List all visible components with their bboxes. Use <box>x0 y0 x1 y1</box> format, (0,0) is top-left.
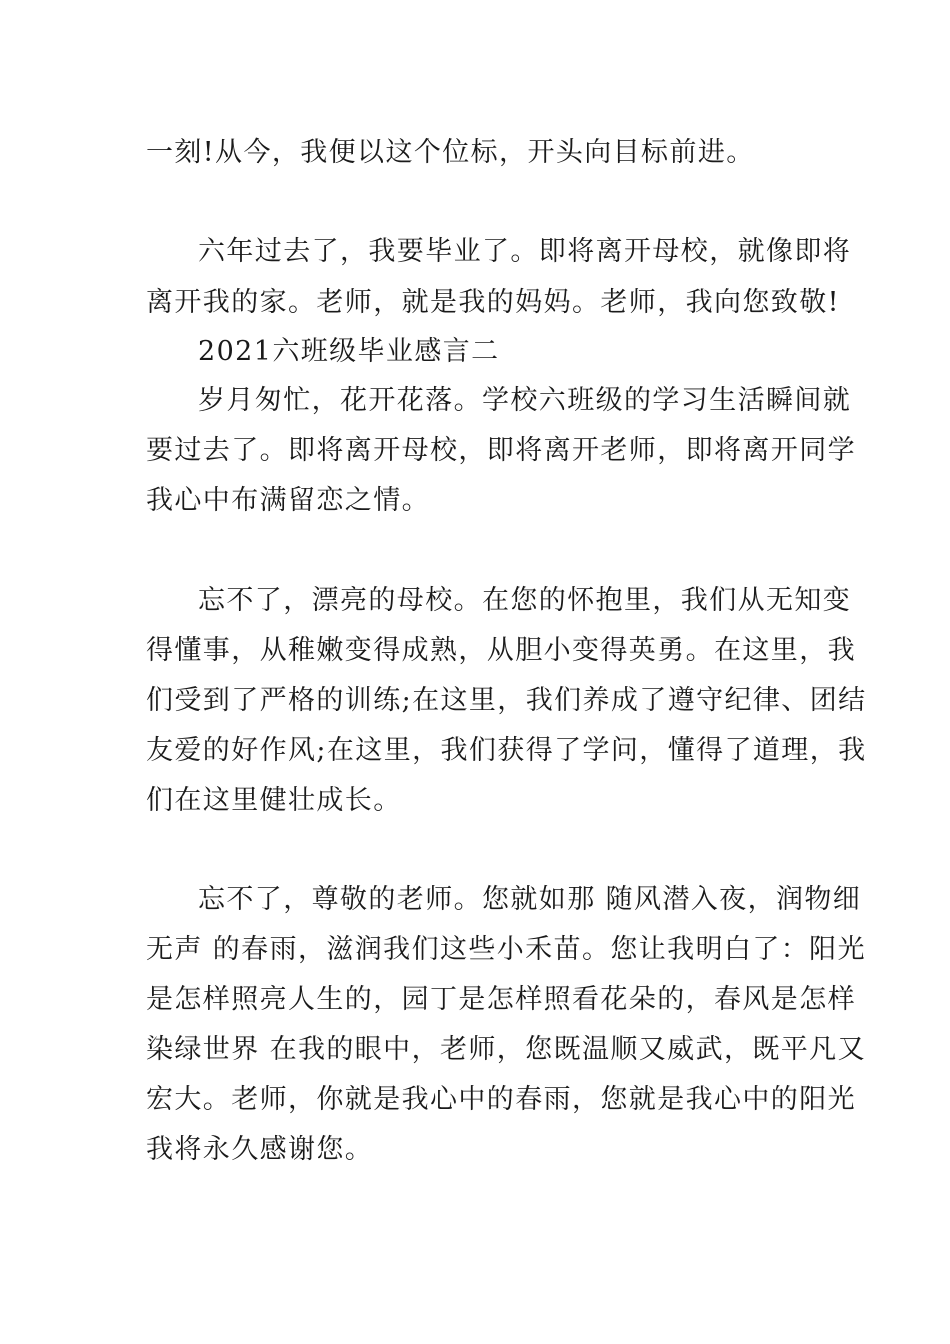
paragraph-first-line: 忘不了，尊敬的老师。您就如那 随风潜入夜，润物细 <box>198 884 862 915</box>
text-line: 宏大。老师，你就是我心中的春雨，您就是我心中的阳光 <box>146 1084 856 1115</box>
text-line: 一刻!从今，我便以这个位标，开头向目标前进。 <box>146 137 755 168</box>
paragraph-first-line: 岁月匆忙，花开花落。学校六班级的学习生活瞬间就 <box>198 385 852 416</box>
text-line: 离开我的家。老师，就是我的妈妈。老师，我向您致敬! <box>146 287 840 318</box>
paragraph-first-line: 六年过去了，我要毕业了。即将离开母校，就像即将 <box>198 236 852 267</box>
text-line: 们受到了严格的训练;在这里，我们养成了遵守纪律、团结 <box>146 685 867 716</box>
text-line: 得懂事，从稚嫩变得成熟，从胆小变得英勇。在这里，我 <box>146 635 856 666</box>
section-heading: 2021六班级毕业感言二 <box>198 336 500 367</box>
text-line: 我心中布满留恋之情。 <box>146 485 430 516</box>
text-line: 们在这里健壮成长。 <box>146 785 402 816</box>
text-line: 是怎样照亮人生的，园丁是怎样照看花朵的，春风是怎样 <box>146 984 856 1015</box>
paragraph-first-line: 忘不了，漂亮的母校。在您的怀抱里，我们从无知变 <box>198 585 852 616</box>
text-line: 无声 的春雨，滋润我们这些小禾苗。您让我明白了：阳光 <box>146 934 866 965</box>
text-line: 我将永久感谢您。 <box>146 1134 374 1165</box>
text-line: 友爱的好作风;在这里，我们获得了学问，懂得了道理，我 <box>146 735 867 766</box>
text-line: 染绿世界 在我的眼中，老师，您既温顺又威武，既平凡又 <box>146 1034 866 1065</box>
text-line: 要过去了。即将离开母校，即将离开老师，即将离开同学 <box>146 435 856 466</box>
